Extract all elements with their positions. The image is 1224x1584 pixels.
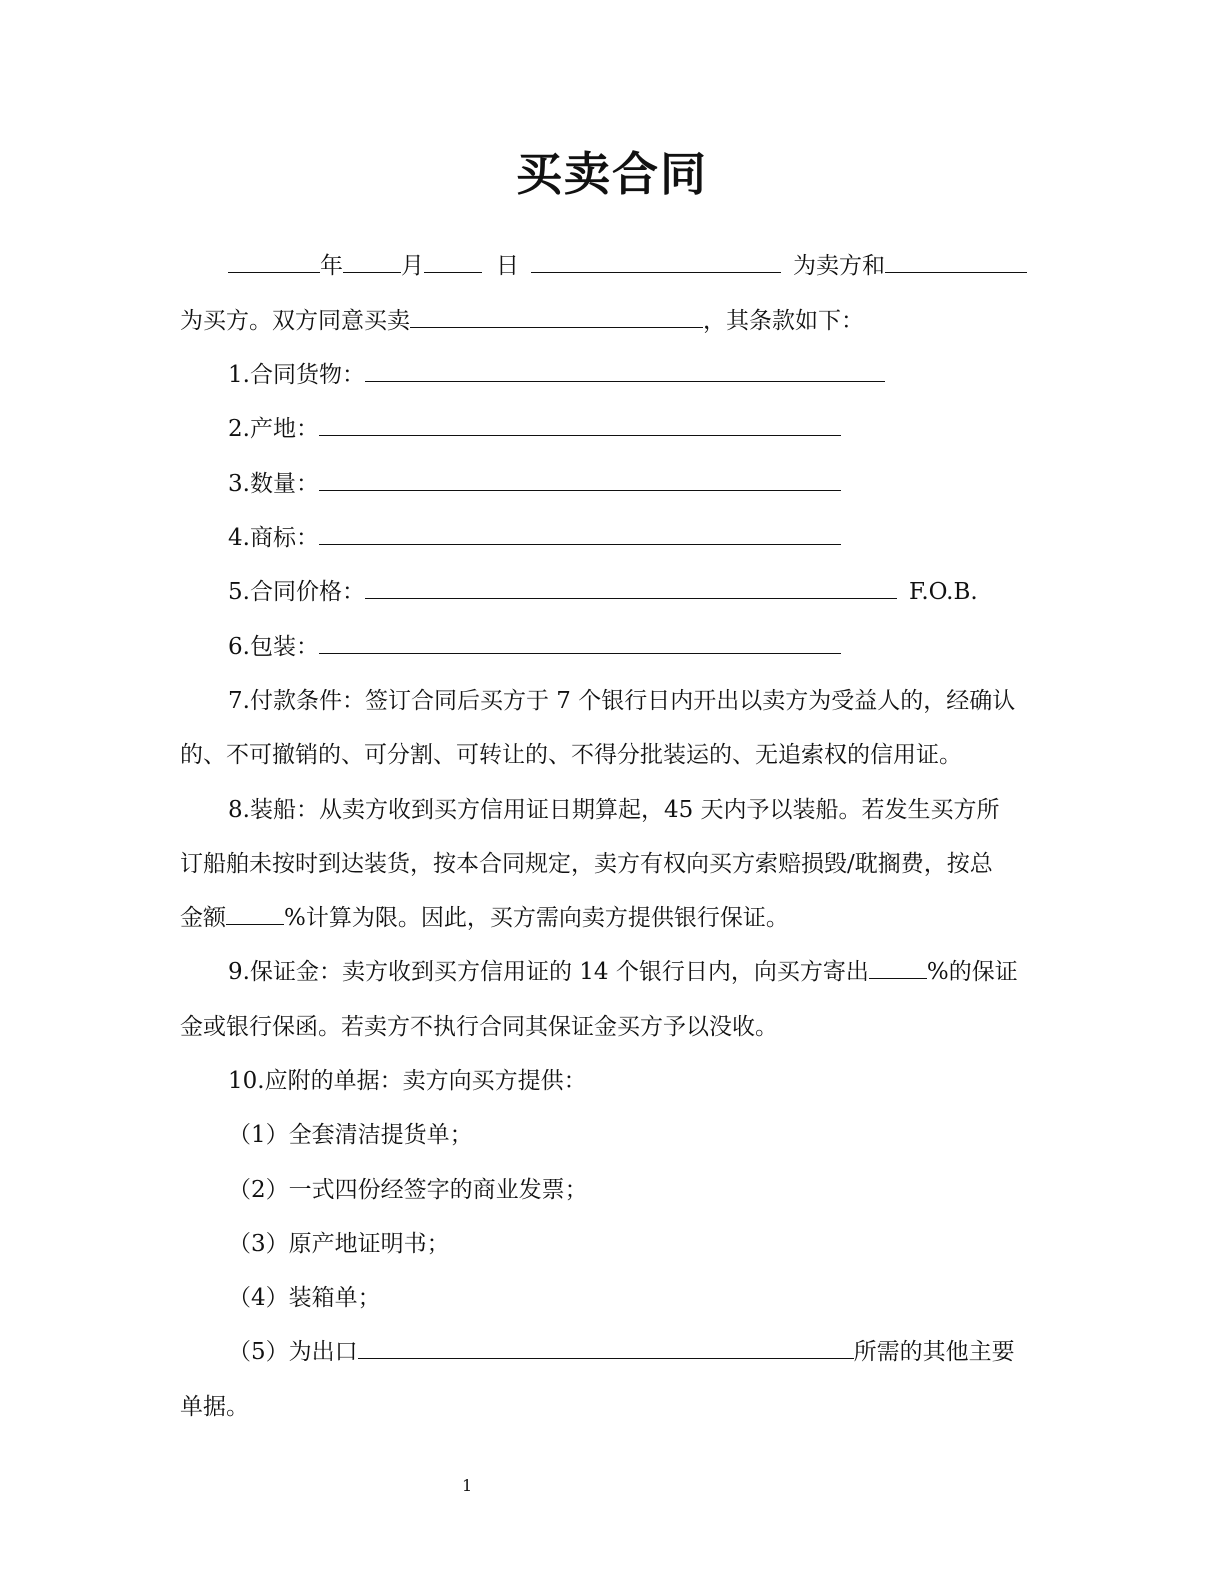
seller-name-blank[interactable] bbox=[531, 246, 781, 273]
day-label: 日 bbox=[496, 253, 519, 279]
clause-5 bbox=[228, 572, 978, 612]
clause-9-prefix: 9.保证金：卖方收到买方信用证的 14 个银行日内，向买方寄出 bbox=[228, 959, 869, 985]
quantity-blank[interactable] bbox=[319, 464, 841, 491]
clause-10-item-5 bbox=[228, 1332, 1015, 1372]
clause-10: 10.应附的单据：卖方向买方提供： bbox=[228, 1068, 587, 1094]
buyer-name-blank[interactable] bbox=[885, 246, 1027, 273]
clause-10-item-5-suffix: 所需的其他主要 bbox=[853, 1339, 1015, 1365]
clause-10-item-5-line-2: 单据。 bbox=[180, 1394, 249, 1420]
intro-line-2 bbox=[180, 301, 864, 341]
goods-traded-blank[interactable] bbox=[410, 301, 703, 328]
clause-6-label: 6.包装： bbox=[228, 634, 319, 660]
clause-10-item-5-prefix: （5）为出口 bbox=[228, 1339, 358, 1365]
clause-8-line-1: 8.装船：从卖方收到买方信用证日期算起，45 天内予以装船。若发生买方所 bbox=[228, 797, 1000, 823]
clause-5-label: 5.合同价格： bbox=[228, 579, 365, 605]
contract-goods-blank[interactable] bbox=[365, 355, 885, 382]
trademark-blank[interactable] bbox=[319, 518, 841, 545]
clause-3-label: 3.数量： bbox=[228, 471, 319, 497]
terms-suffix: ，其条款如下： bbox=[703, 308, 864, 334]
intro-line-1 bbox=[228, 246, 1027, 286]
clause-1-label: 1.合同货物： bbox=[228, 362, 365, 388]
clause-8-line-3 bbox=[180, 898, 789, 938]
clause-10-item-1: （1）全套清洁提货单； bbox=[228, 1122, 473, 1148]
packing-blank[interactable] bbox=[319, 627, 841, 654]
clause-4 bbox=[228, 518, 841, 558]
clause-8-amount-suffix: %计算为限。因此，买方需向卖方提供银行保证。 bbox=[284, 905, 789, 931]
deposit-percent-blank[interactable] bbox=[869, 952, 927, 979]
contract-price-blank[interactable] bbox=[365, 572, 897, 599]
clause-10-item-3: （3）原产地证明书； bbox=[228, 1231, 450, 1257]
year-label: 年 bbox=[320, 253, 343, 279]
clause-7-line-1: 7.付款条件：签订合同后买方于 7 个银行日内开出以卖方为受益人的，经确认 bbox=[228, 688, 1016, 714]
page-number: 1 bbox=[462, 1476, 473, 1495]
clause-8-line-2: 订船舶未按时到达装货，按本合同规定，卖方有权向买方索赔损毁/耽搁费，按总 bbox=[180, 851, 993, 877]
clause-8-amount-prefix: 金额 bbox=[180, 905, 226, 931]
origin-blank[interactable] bbox=[319, 409, 841, 436]
clause-9-line-2: 金或银行保函。若卖方不执行合同其保证金买方予以没收。 bbox=[180, 1014, 778, 1040]
clause-2-label: 2.产地： bbox=[228, 416, 319, 442]
year-blank[interactable] bbox=[228, 246, 320, 273]
seller-suffix: 为卖方和 bbox=[793, 253, 885, 279]
clause-6 bbox=[228, 627, 841, 667]
clause-2 bbox=[228, 409, 841, 449]
clause-9-suffix: %的保证 bbox=[926, 959, 1018, 985]
clause-9-line-1 bbox=[228, 952, 1018, 992]
clause-7-line-2: 的、不可撤销的、可分割、可转让的、不得分批装运的、无追索权的信用证。 bbox=[180, 742, 962, 768]
day-blank[interactable] bbox=[424, 246, 482, 273]
page-title: 买卖合同 bbox=[516, 147, 708, 201]
clause-10-item-2: （2）一式四份经签字的商业发票； bbox=[228, 1177, 588, 1203]
damage-percent-blank[interactable] bbox=[226, 898, 284, 925]
clause-4-label: 4.商标： bbox=[228, 525, 319, 551]
buyer-prefix: 为买方。双方同意买卖 bbox=[180, 308, 410, 334]
fob-label: F.O.B. bbox=[908, 579, 978, 605]
export-destination-blank[interactable] bbox=[358, 1332, 854, 1359]
clause-3 bbox=[228, 464, 841, 504]
month-blank[interactable] bbox=[343, 246, 401, 273]
clause-1 bbox=[228, 355, 885, 395]
clause-10-item-4: （4）装箱单； bbox=[228, 1285, 381, 1311]
month-label: 月 bbox=[401, 253, 424, 279]
